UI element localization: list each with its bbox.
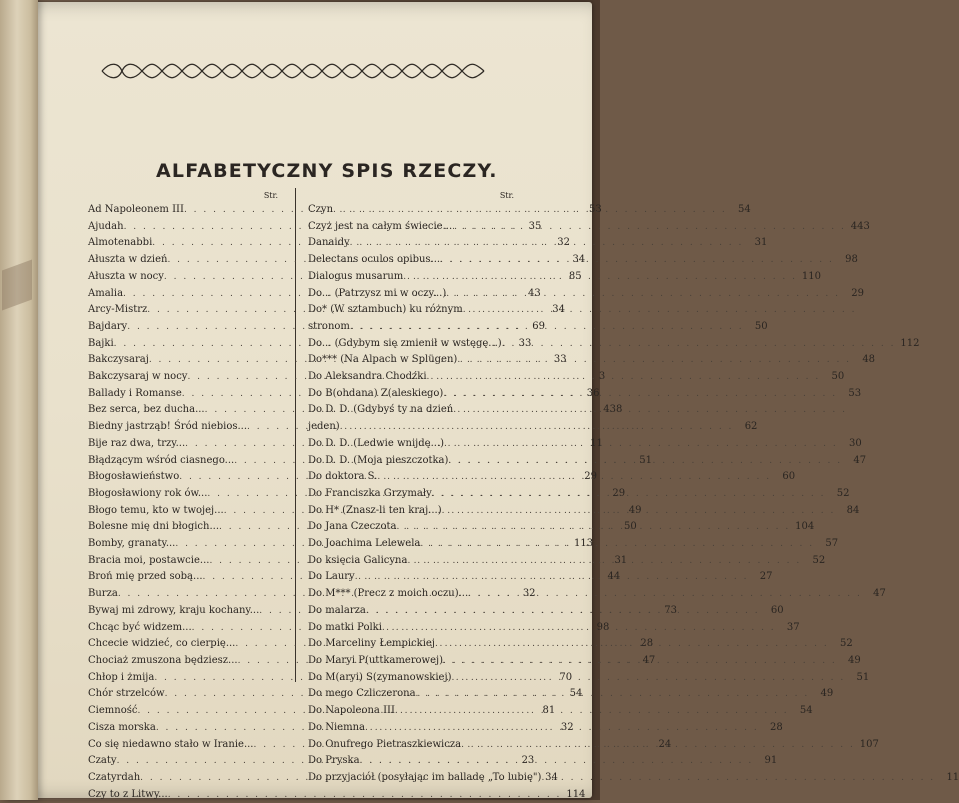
- entry-page-number: 54: [569, 688, 583, 700]
- entry-title: Do Joachima Lelewela: [308, 538, 421, 550]
- entry-title: Czatyrdah: [88, 771, 141, 783]
- dot-leader: [350, 320, 744, 336]
- dot-leader: [350, 236, 744, 252]
- index-entry: [88, 787, 586, 803]
- dot-leader: [168, 788, 562, 803]
- index-entry: [308, 369, 845, 386]
- dot-leader: [451, 671, 845, 687]
- entry-page-number: 32: [557, 237, 570, 249]
- entry-title: Do D. D. (Gdybyś ty na dzień: [308, 404, 454, 416]
- entry-title: Delectans oculos opibus...: [308, 254, 441, 266]
- entry-page-number: 47: [853, 454, 867, 466]
- entry-page-number: 43: [528, 287, 541, 299]
- index-entry: [308, 302, 516, 319]
- entry-title: Do... (Gdybym się zmienił w wstęgę...): [308, 337, 502, 349]
- dot-leader: [435, 637, 829, 653]
- dot-leader: [360, 754, 754, 770]
- dot-leader: [448, 454, 842, 470]
- entry-title: Amalia: [88, 287, 124, 299]
- entry-title: Do Niemna: [308, 721, 365, 733]
- entry-title: Czyn: [308, 204, 334, 215]
- dot-leader: [432, 487, 826, 503]
- entry-title: Do Onufrego Pietraszkiewicza: [308, 738, 462, 750]
- entry-page-number: 11: [590, 437, 603, 449]
- dot-leader: [446, 287, 840, 303]
- entry-title: Cisza morska: [88, 721, 156, 733]
- dot-leader: [377, 470, 771, 486]
- entry-page-number: 28: [640, 638, 654, 650]
- entry-page-number: 35: [528, 220, 542, 232]
- entry-title: Ciemność: [88, 705, 138, 717]
- entry-title: Ałuszta w nocy: [88, 270, 164, 282]
- entry-title: Do przyjaciół (posyłając im balladę „To lubię"): [308, 771, 542, 783]
- entry-page-number: 54: [738, 204, 751, 215]
- entry-page-number: 50: [754, 320, 768, 332]
- dot-leader: [461, 738, 855, 754]
- entry-title: Do D. D. (Moja pieszczotka): [308, 454, 449, 466]
- entry-title: Czy to z Litwy...: [88, 788, 168, 800]
- book-spine-edge: [0, 0, 38, 800]
- entry-title: Do* (W sztambuch) ku różnym: [308, 304, 463, 316]
- entry-page-number: 33: [518, 337, 532, 349]
- entry-title: Do*** (Na Alpach w Splügen): [308, 354, 458, 366]
- entry-title: Do Aleksandra Chodźki: [308, 371, 427, 383]
- torn-paper-mark: [2, 260, 32, 311]
- entry-page-number: 37: [786, 621, 800, 633]
- entry-title: Do matki Polki: [308, 621, 382, 633]
- entry-title: Do malarza: [308, 604, 366, 616]
- entry-page-number: 98: [845, 254, 858, 266]
- book-page: [6, 2, 959, 800]
- entry-title: Co się niedawno stało w Iranie...: [88, 738, 254, 750]
- entry-page-number: 23: [521, 755, 535, 767]
- entry-title: Chór strzelców: [88, 688, 165, 700]
- entry-page-number: 51: [639, 454, 652, 466]
- entry-page-number: 98: [596, 621, 610, 633]
- entry-title: Bez serca, bez ducha...: [88, 404, 205, 416]
- entry-page-number: 30: [849, 437, 862, 449]
- entry-page-number: 29: [612, 487, 626, 499]
- entry-page-number: 52: [812, 554, 826, 566]
- entry-title: Bije raz dwa, trzy...: [88, 437, 186, 449]
- entry-page-number: 34: [545, 771, 558, 783]
- entry-page-number: 104: [795, 521, 815, 533]
- entry-page-number: 51: [856, 671, 870, 683]
- entry-page-number: 70: [559, 671, 573, 683]
- entry-title: Do Jana Czeczota: [308, 521, 397, 533]
- dot-leader: [468, 587, 862, 603]
- entry-title: Błogo temu, kto w twojej...: [88, 504, 224, 516]
- entry-title: Chcąc być widzem...: [88, 621, 192, 633]
- entry-page-number: 60: [770, 604, 784, 616]
- dot-leader: [355, 570, 749, 586]
- index-entry: [88, 419, 280, 436]
- dot-leader: [340, 420, 734, 436]
- entry-page-number: 53: [848, 387, 862, 399]
- entry-title: Czaty: [88, 755, 117, 767]
- entry-title: Do Marceliny Łempickiej: [308, 638, 435, 650]
- entry-title: Do B(ohdana) Z(aleskiego): [308, 387, 444, 399]
- entry-page-number: 91: [764, 755, 778, 767]
- entry-page-number: 84: [846, 504, 860, 516]
- entry-page-number: 443: [850, 220, 870, 232]
- entry-title: Arcy-Mistrz: [88, 304, 148, 316]
- entry-title: Do Maryi P(uttkamerowej): [308, 654, 444, 666]
- entry-title: Almotenabbi: [88, 237, 153, 249]
- dot-leader: [452, 220, 846, 236]
- entry-title: stronom: [308, 320, 350, 332]
- dot-leader: [366, 604, 760, 620]
- entry-page-number: 29: [851, 287, 864, 299]
- entry-page-number: 32: [560, 721, 574, 733]
- entry-page-number: 31: [754, 237, 768, 249]
- entry-title: Ballady i Romanse: [88, 387, 182, 399]
- entry-title: Bomby, granaty...: [88, 538, 176, 550]
- dot-leader: [333, 203, 727, 219]
- entry-page-number: 49: [628, 504, 642, 516]
- dot-leader: [420, 537, 814, 553]
- entry-title: Biedny jastrząb! Śród niebios...: [88, 421, 248, 433]
- entry-page-number: 47: [873, 588, 886, 600]
- entry-page-number: 50: [624, 521, 637, 533]
- decorative-border-ornament: [98, 60, 488, 82]
- dot-leader: [502, 337, 896, 353]
- entry-title: Błogosławieństwo: [88, 471, 180, 483]
- entry-title: Ajudah: [88, 220, 124, 232]
- dot-leader: [396, 520, 790, 536]
- dot-leader: [365, 721, 759, 737]
- dot-leader: [440, 253, 834, 269]
- entry-title: Danaidy: [308, 237, 350, 249]
- entry-page-number: 113: [574, 538, 594, 550]
- dot-leader: [463, 303, 857, 319]
- entry-page-number: 32: [522, 588, 536, 600]
- index-title: ALFABETYCZNY SPIS RZECZY.: [156, 160, 498, 182]
- entry-page-number: 24: [658, 738, 672, 750]
- dot-leader: [541, 771, 935, 787]
- entry-title: Błogosławiony rok ów...: [88, 487, 208, 499]
- dot-leader: [403, 270, 797, 286]
- entry-page-number: 53: [588, 204, 602, 215]
- entry-page-number: 11: [946, 771, 959, 783]
- entry-page-number: 33: [553, 354, 567, 366]
- page-column-header: Str.: [263, 191, 278, 200]
- entry-title: Do doktora S.: [308, 471, 378, 483]
- entry-title: Bajdary: [88, 320, 128, 332]
- entry-page-number: 49: [820, 688, 834, 700]
- dot-leader: [395, 704, 789, 720]
- entry-page-number: 110: [801, 270, 822, 282]
- entry-page-number: 57: [825, 538, 839, 550]
- dot-leader: [457, 353, 851, 369]
- entry-title: Chłop i żmija: [88, 671, 155, 683]
- entry-page-number: 85: [568, 270, 582, 282]
- entry-page-number: 49: [848, 654, 861, 666]
- entry-page-number: 69: [532, 320, 545, 332]
- entry-page-number: 50: [831, 371, 845, 383]
- entry-page-number: 52: [836, 487, 850, 499]
- entry-title: Dialogus musarum: [308, 270, 404, 282]
- entry-page-number: 31: [614, 554, 628, 566]
- entry-page-number: 44: [607, 571, 621, 583]
- entry-page-number: 52: [839, 638, 853, 650]
- dot-leader: [427, 370, 821, 386]
- dot-leader: [443, 387, 837, 403]
- entry-page-number: 62: [744, 421, 758, 433]
- entry-page-number: 81: [542, 705, 556, 717]
- entry-page-number: 107: [859, 738, 879, 750]
- entry-page-number: 438: [603, 404, 623, 416]
- entry-page-number: 27: [759, 571, 773, 583]
- entry-page-number: 34: [572, 254, 586, 266]
- entry-page-number: 112: [900, 337, 920, 349]
- entry-title: Burza: [88, 588, 118, 600]
- entry-page-number: 29: [584, 471, 597, 483]
- entry-title: Bakczysaraj w nocy: [88, 371, 188, 383]
- entry-title: Do Laury: [308, 571, 355, 583]
- entry-title: Broń mię przed sobą...: [88, 571, 203, 583]
- entry-title: Do Franciszka Grzymały: [308, 487, 432, 499]
- entry-page-number: 47: [642, 654, 656, 666]
- entry-title: Do M*** (Precz z moich oczu)...: [308, 588, 469, 600]
- dot-leader: [407, 554, 801, 570]
- entry-title: Bakczysaraj: [88, 354, 149, 366]
- entry-title: Chcecie widzieć, co cierpię...: [88, 638, 236, 650]
- dot-leader: [416, 687, 810, 703]
- entry-title: Czyż jest na całym świecie...: [308, 220, 453, 232]
- entry-title: jeden): [308, 421, 340, 433]
- entry-title: Do mego Czliczerona: [308, 688, 416, 700]
- entry-page-number: 60: [782, 471, 796, 483]
- page-column-header: Str.: [499, 191, 514, 200]
- entry-page-number: 54: [799, 705, 813, 717]
- entry-title: Chociaż zmuszona będziesz...: [88, 654, 238, 666]
- entry-title: Ałuszta w dzień: [88, 254, 168, 266]
- entry-title: Do M(aryi) S(zymanowskiej): [308, 671, 452, 683]
- entry-title: Do księcia Galicyna: [308, 554, 408, 566]
- entry-title: Do Pryska: [308, 755, 360, 767]
- entry-page-number: 36: [586, 387, 600, 399]
- entry-page-number: 73: [664, 604, 678, 616]
- entry-title: Ad Napoleonem III: [88, 204, 184, 215]
- dot-leader: [443, 654, 837, 670]
- dot-leader: [382, 621, 776, 637]
- entry-page-number: 114: [566, 788, 586, 800]
- index-entry: [308, 402, 516, 419]
- entry-title: Bajki: [88, 337, 114, 349]
- entry-title: Do D. D. (Ledwie wnijdę...): [308, 437, 445, 449]
- entry-title: Do... (Patrzysz mi w oczy...): [308, 287, 447, 299]
- entry-title: Błądzącym wśród ciasnego...: [88, 454, 235, 466]
- entry-page-number: 3: [598, 371, 606, 383]
- entry-title: Do Napoleona III: [308, 705, 395, 717]
- entry-page-number: 48: [862, 354, 876, 366]
- dot-leader: [444, 437, 838, 453]
- entry-title: Do H* (Znasz-li ten kraj...): [308, 504, 442, 516]
- dot-leader: [453, 403, 847, 419]
- entry-title: Bywaj mi zdrowy, kraju kochany...: [88, 604, 260, 616]
- entry-page-number: 28: [769, 721, 783, 733]
- entry-title: Bolesne mię dni błogich...: [88, 521, 219, 533]
- dot-leader: [442, 504, 836, 520]
- entry-page-number: 34: [552, 304, 566, 316]
- entry-title: Bracia moi, postawcie...: [88, 554, 210, 566]
- index-entry: [308, 419, 758, 436]
